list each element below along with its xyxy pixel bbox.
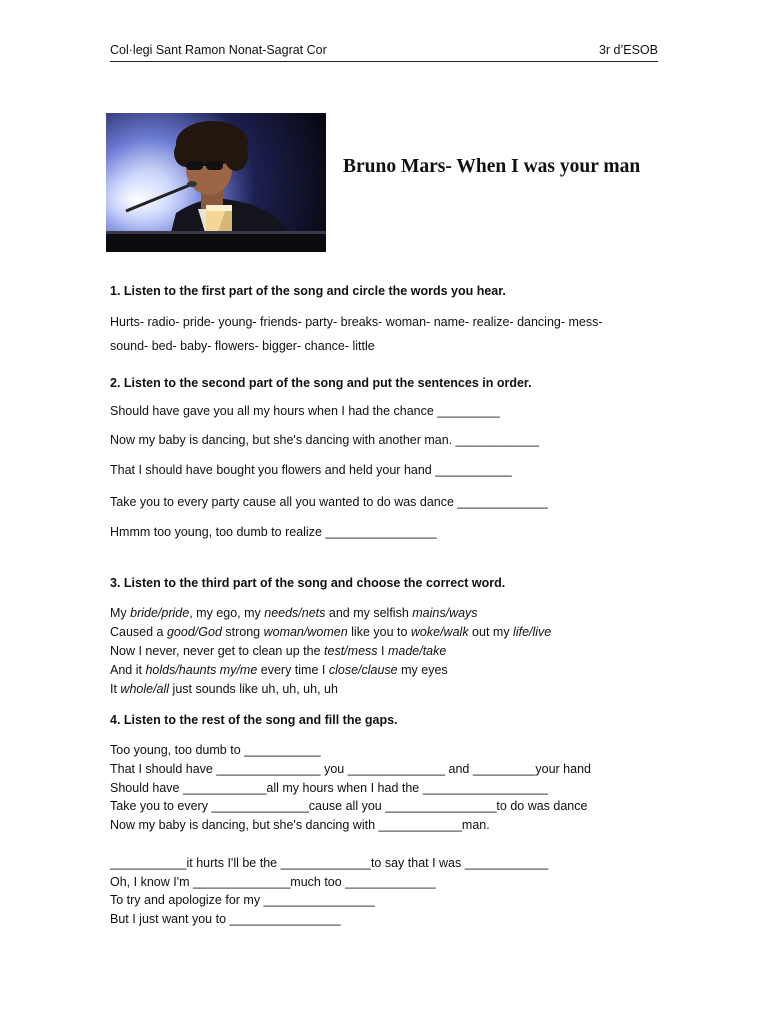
word-choice: needs/nets [264,606,326,620]
section-2-heading: 2. Listen to the second part of the song and put the sentences in order. [110,376,532,390]
word-choice: woke/walk [410,625,469,639]
word-choice: bride/pride [130,606,190,620]
word-choice: holds/haunts my/me [145,663,258,677]
line-text: Now I never, never get to clean up the [110,644,325,658]
section-1-heading: 1. Listen to the first part of the song and circle the words you hear. [110,284,506,298]
word-choice: life/live [513,625,552,639]
singer-photo [106,113,326,252]
section-3-line [110,606,478,620]
line-text: just sounds like uh, uh, uh, uh [169,682,338,696]
line-text: , my ego, my [189,606,265,620]
section-2-sentence: Take you to every party cause all you wanted to do was dance _____________ [110,495,548,509]
line-text: every time I [257,663,329,677]
worksheet-title: Bruno Mars- When I was your man [343,156,641,177]
word-choice: close/clause [328,663,398,677]
section-4-gap-line: But I just want you to ________________ [110,912,341,926]
section-4-gap-line: That I should have _______________ you ______________ and _________your hand [110,762,591,776]
line-text: my eyes [397,663,448,677]
word-choice: mains/ways [412,606,478,620]
section-4-gap-line: Take you to every ______________cause all you ________________to do was dance [110,799,588,813]
section-3-heading: 3. Listen to the third part of the song and choose the correct word. [110,576,506,590]
singer-photo-illustration [106,113,326,252]
word-choice: woman/women [263,625,348,639]
section-3-line [110,644,446,658]
section-4-gap-line: Oh, I know I'm ______________much too _____________ [110,875,436,889]
line-text: like you to [347,625,411,639]
school-name: Col·legi Sant Ramon Nonat-Sagrat Cor [110,43,327,57]
section-2-sentence: Should have gave you all my hours when I had the chance _________ [110,404,500,418]
section-3-line [110,625,551,639]
section-3-line [110,663,448,677]
section-4-gap-line: Now my baby is dancing, but she's dancing with ____________man. [110,818,490,832]
section-3-line [110,682,338,696]
section-4-gap-line: ___________it hurts I'll be the _____________to say that I was ____________ [110,856,549,870]
section-4-gap-line: To try and apologize for my ________________ [110,893,375,907]
word-choice: made/take [387,644,447,658]
grade-label: 3r d’ESOB [598,43,658,57]
section-2-sentence: Hmmm too young, too dumb to realize ________________ [110,525,437,539]
word-choice: good/God [166,625,222,639]
line-text: out my [468,625,514,639]
word-choice: whole/all [120,682,170,696]
page-header [110,43,658,62]
section-4-gap-line: Too young, too dumb to ___________ [110,743,321,757]
line-text: and my selfish [325,606,413,620]
line-text: It [110,682,121,696]
section-4-heading: 4. Listen to the rest of the song and fill the gaps. [110,713,398,727]
section-1-words-line-1: Hurts- radio- pride- young- friends- party- breaks- woman- name- realize- dancing- mess- [110,315,603,329]
line-text: Caused a [110,625,167,639]
word-choice: test/mess [324,644,378,658]
line-text: strong [221,625,264,639]
section-2-sentence: That I should have bought you flowers and held your hand ___________ [110,463,512,477]
section-1-words-line-2: sound- bed- baby- flowers- bigger- chance- little [110,339,375,353]
section-4-gap-line: Should have ____________all my hours when I had the __________________ [110,781,548,795]
section-2-sentence: Now my baby is dancing, but she's dancing with another man. ____________ [110,433,540,447]
line-text: My [110,606,131,620]
line-text: And it [110,663,146,677]
line-text: I [377,644,388,658]
